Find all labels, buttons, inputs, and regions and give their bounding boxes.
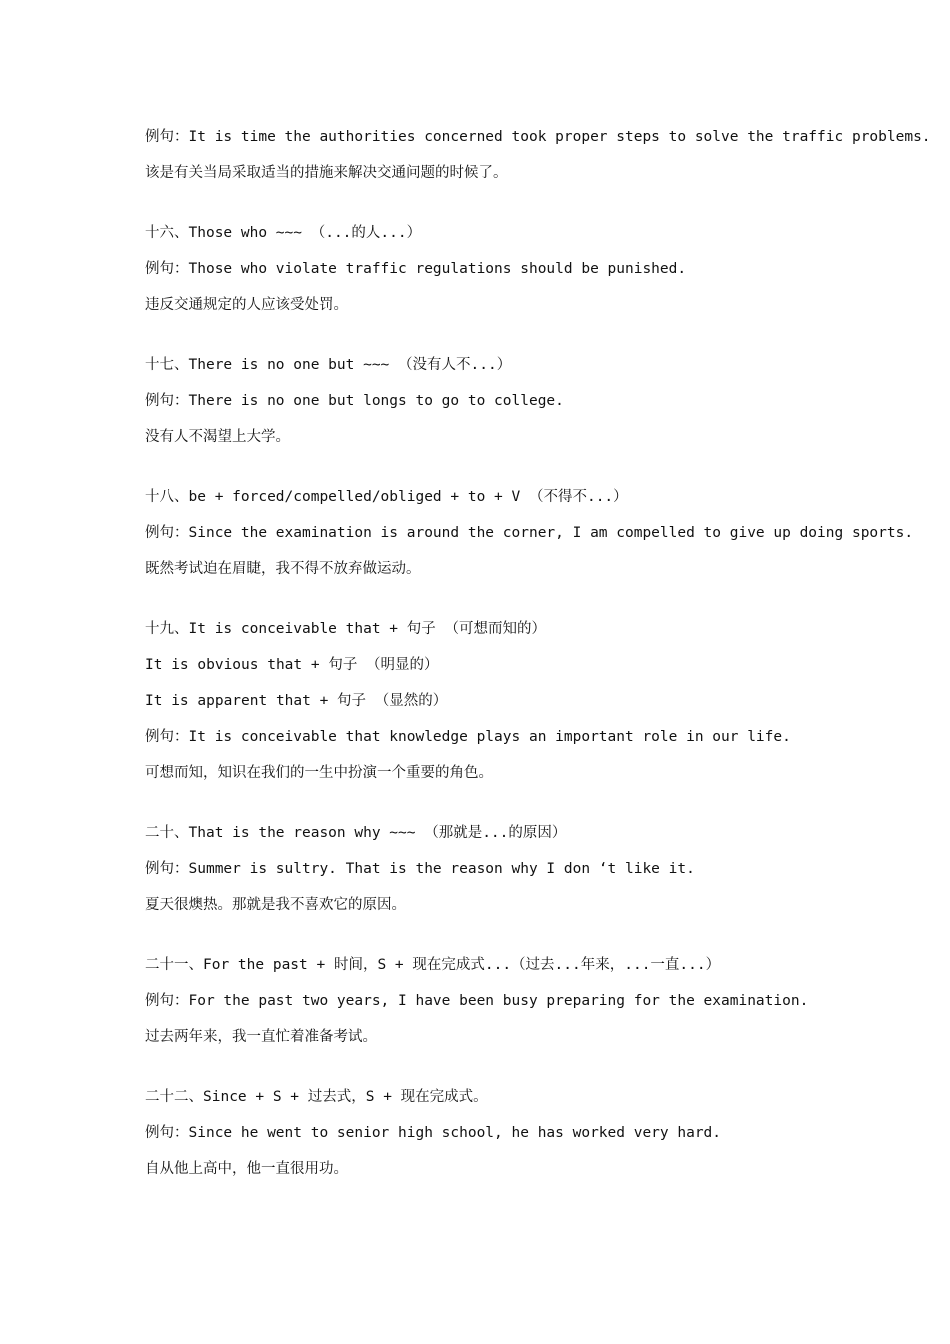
- translation-line: 既然考试迫在眉睫，我不得不放弃做运动。: [145, 561, 421, 577]
- translation-line: 没有人不渴望上大学。: [145, 429, 290, 445]
- example-sentence: 例句：Since he went to senior high school, he has worked very hard.: [145, 1125, 722, 1141]
- document-body: [145, 124, 931, 1192]
- translation-line: 夏天很燠热。那就是我不喜欢它的原因。: [145, 897, 406, 913]
- example-sentence: 例句：Since the examination is around the corner, I am compelled to give up doing sports.: [145, 525, 914, 541]
- section-heading-22: 二十二、Since + S + 过去式，S + 现在完成式。: [145, 1089, 488, 1105]
- translation-line: 该是有关当局采取适当的措施来解决交通问题的时候了。: [145, 165, 508, 181]
- section-heading-19: 十九、It is conceivable that + 句子 （可想而知的）: [145, 621, 546, 637]
- section-heading-21: 二十一、For the past + 时间，S + 现在完成式...（过去...年来，...一直...）: [145, 957, 721, 973]
- example-sentence: 例句：It is conceivable that knowledge plays an important role in our life.: [145, 729, 791, 745]
- section-heading-20: 二十、That is the reason why ~~~ （那就是...的原因）: [145, 825, 567, 841]
- section-heading-16: 十六、Those who ~~~ （...的人...）: [145, 225, 422, 241]
- example-sentence: 例句：Summer is sultry. That is the reason why I don ‘t like it.: [145, 861, 695, 877]
- translation-line: 过去两年来，我一直忙着准备考试。: [145, 1029, 377, 1045]
- example-sentence: 例句：It is time the authorities concerned took proper steps to solve the traffic problems.: [145, 129, 931, 145]
- translation-line: 可想而知，知识在我们的一生中扮演一个重要的角色。: [145, 765, 493, 781]
- pattern-line: It is apparent that + 句子 （显然的）: [145, 693, 448, 709]
- section-heading-18: 十八、be + forced/compelled/obliged + to + V （不得不...）: [145, 489, 628, 505]
- example-sentence: 例句：There is no one but longs to go to college.: [145, 393, 564, 409]
- translation-line: 违反交通规定的人应该受处罚。: [145, 297, 348, 313]
- section-heading-17: 十七、There is no one but ~~~ （没有人不...）: [145, 357, 512, 373]
- example-sentence: 例句：Those who violate traffic regulations should be punished.: [145, 261, 687, 277]
- pattern-line: It is obvious that + 句子 （明显的）: [145, 657, 439, 673]
- example-sentence: 例句：For the past two years, I have been busy preparing for the examination.: [145, 993, 809, 1009]
- translation-line: 自从他上高中，他一直很用功。: [145, 1161, 348, 1177]
